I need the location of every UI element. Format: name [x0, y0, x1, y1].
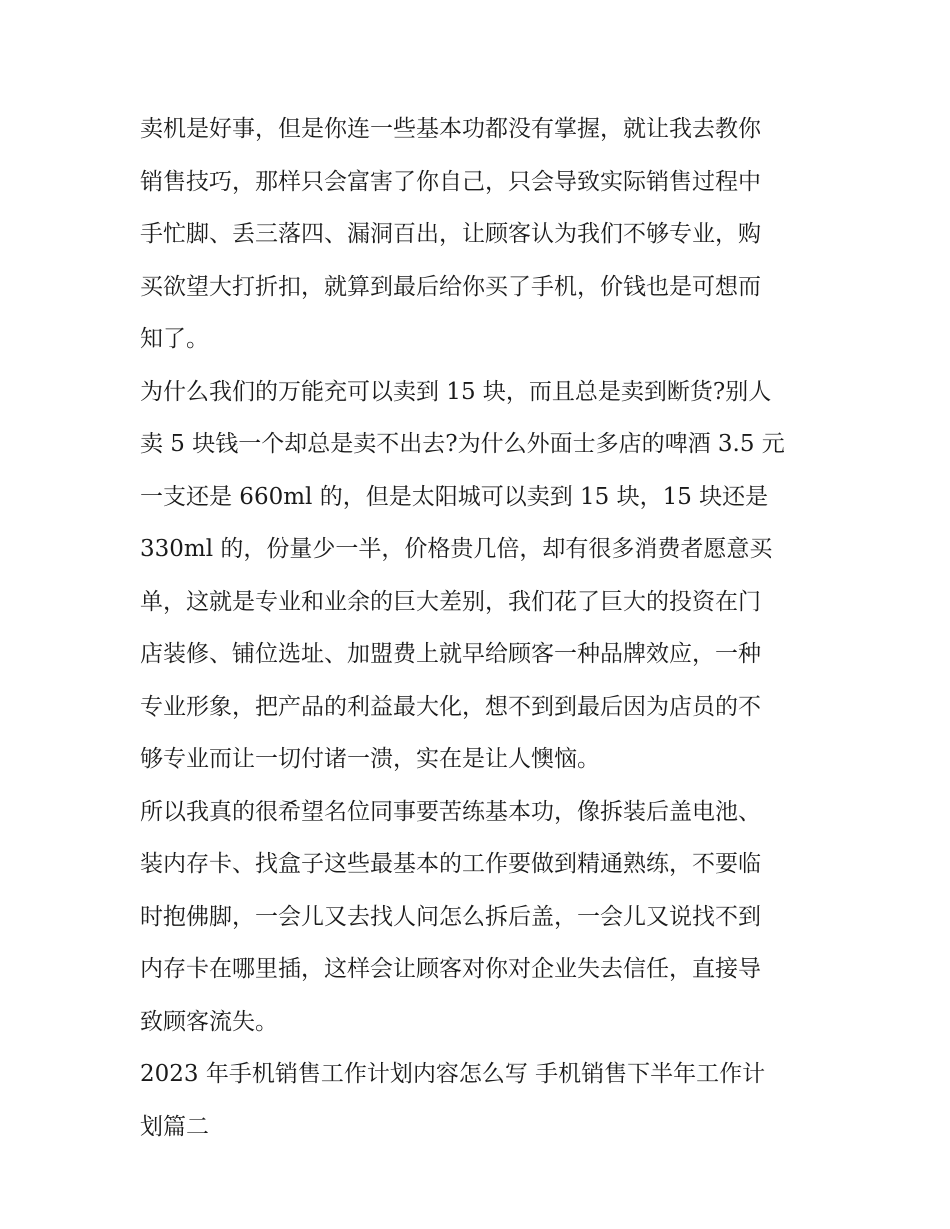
text-line: 手忙脚、丢三落四、漏洞百出，让顾客认为我们不够专业，购	[140, 221, 761, 247]
text-line: 为什么我们的万能充可以卖到 15 块，而且总是卖到断货?别人	[140, 378, 772, 405]
text-line: 一支还是 660ml 的，但是太阳城可以卖到 15 块，15 块还是	[140, 483, 769, 510]
paragraph-2	[140, 366, 815, 786]
paragraph-1	[140, 103, 815, 366]
document-body	[140, 103, 815, 1153]
text-line: 店装修、铺位选址、加盟费上就早给顾客一种品牌效应，一种	[140, 641, 761, 667]
text-line: 单，这就是专业和业余的巨大差别，我们花了巨大的投资在门	[140, 588, 761, 615]
section-heading	[140, 1048, 815, 1153]
heading-line: 2023 年手机销售工作计划内容怎么写 手机销售下半年工作计	[140, 1061, 766, 1087]
paragraph-3	[140, 786, 815, 1049]
text-line: 够专业而让一切付诸一溃，实在是让人懊恼。	[140, 746, 600, 772]
text-line: 卖 5 块钱一个却总是卖不出去?为什么外面士多店的啤酒 3.5 元	[140, 431, 785, 457]
text-line: 所以我真的很希望名位同事要苦练基本功，像拆装后盖电池、	[140, 798, 761, 825]
text-line: 时抱佛脚，一会儿又去找人问怎么拆后盖，一会儿又说找不到	[140, 903, 761, 930]
text-line: 致顾客流失。	[140, 1008, 278, 1035]
text-line: 330ml 的，份量少一半，价格贵几倍，却有很多消费者愿意买	[140, 536, 773, 562]
text-line: 内存卡在哪里插，这样会让顾客对你对企业失去信任，直接导	[140, 956, 761, 982]
text-line: 知了。	[140, 326, 209, 352]
text-line: 销售技巧，那样只会富害了你自己，只会导致实际销售过程中	[140, 168, 761, 195]
heading-line: 划篇二	[140, 1113, 209, 1140]
text-line: 卖机是好事，但是你连一些基本功都没有掌握，就让我去教你	[140, 116, 761, 142]
text-line: 装内存卡、找盒子这些最基本的工作要做到精通熟练，不要临	[140, 851, 761, 877]
text-line: 专业形象，把产品的利益最大化，想不到到最后因为店员的不	[140, 693, 761, 720]
text-line: 买欲望大打折扣，就算到最后给你买了手机，价钱也是可想而	[140, 273, 761, 300]
